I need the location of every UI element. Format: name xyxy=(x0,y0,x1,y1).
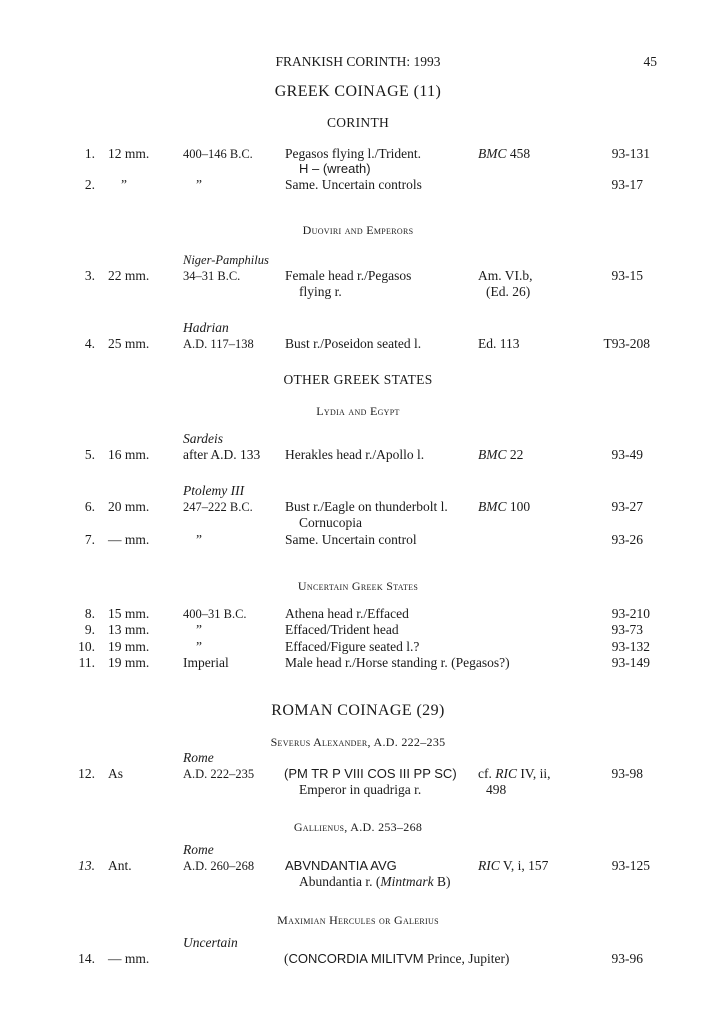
subsection-maximian-galerius: Maximian Hercules or Galerius xyxy=(277,913,439,927)
catalogue-number: 5. xyxy=(84,447,95,462)
subsection-uncertain-greek-states: Uncertain Greek States xyxy=(297,579,419,593)
coin-date: 247–222 B.C. xyxy=(183,500,253,514)
coin-legend: (PM TR P VIII COS III PP SC) xyxy=(284,766,457,781)
inventory-number: 93-49 xyxy=(611,447,643,462)
coin-description: Pegasos flying l./Trident. xyxy=(285,146,422,161)
coin-description-line2: H – (wreath) xyxy=(299,161,371,176)
catalogue-number: 9. xyxy=(84,622,95,637)
coin-date: 400–31 B.C. xyxy=(183,607,247,621)
coin-size: — mm. xyxy=(108,951,150,966)
coin-size: — mm. xyxy=(108,532,150,547)
coin-size: 25 mm. xyxy=(108,336,150,351)
coin-description-line2: flying r. xyxy=(299,284,342,299)
coin-description: Same. Uncertain controls xyxy=(285,177,422,192)
coin-size: ” xyxy=(121,177,127,192)
mint-authority: Rome xyxy=(183,750,214,765)
catalogue-number: 10. xyxy=(78,639,95,654)
reference: BMC 100 xyxy=(478,499,531,514)
catalogue-number: 3. xyxy=(84,268,95,283)
coin-size: 16 mm. xyxy=(108,447,150,462)
coin-description-line2: Cornucopia xyxy=(299,515,362,530)
coin-denomination: As xyxy=(108,766,124,781)
inventory-number: 93-17 xyxy=(611,177,643,192)
subsection-corinth: CORINTH xyxy=(326,115,390,130)
coin-size: 13 mm. xyxy=(108,622,150,637)
catalogue-number: 1. xyxy=(84,146,95,161)
mint-authority: Rome xyxy=(183,842,214,857)
inventory-number: 93-27 xyxy=(611,499,643,514)
coin-description: Male head r./Horse standing r. (Pegasos?) xyxy=(285,655,510,670)
coin-description: Bust r./Poseidon seated l. xyxy=(285,336,422,351)
coin-description: Bust r./Eagle on thunderbolt l. xyxy=(285,499,448,514)
reference-line2: (Ed. 26) xyxy=(486,284,531,299)
coin-description: Herakles head r./Apollo l. xyxy=(285,447,425,462)
coin-date: Imperial xyxy=(183,655,229,670)
coin-description: Athena head r./Effaced xyxy=(285,606,409,621)
mint-authority: Uncertain xyxy=(183,935,238,950)
coin-date: after A.D. 133 xyxy=(183,447,261,462)
catalogue-number: 4. xyxy=(84,336,95,351)
coin-description-line2: Abundantia r. (Mintmark B) xyxy=(299,874,451,889)
inventory-number: 93-73 xyxy=(611,622,643,637)
inventory-number: 93-26 xyxy=(611,532,643,547)
catalogue-number: 13. xyxy=(78,858,95,873)
subsection-duoviri: Duoviri and Emperors xyxy=(302,223,414,237)
coin-description-line2: Emperor in quadriga r. xyxy=(299,782,422,797)
coin-date: ” xyxy=(196,532,202,547)
subsection-lydia-egypt: Lydia and Egypt xyxy=(316,404,400,418)
reference: Ed. 113 xyxy=(478,336,520,351)
coin-date: A.D. 117–138 xyxy=(183,337,254,351)
subsection-severus-alexander: Severus Alexander, A.D. 222–235 xyxy=(270,735,446,749)
coin-date: 34–31 B.C. xyxy=(183,269,241,283)
coin-date: A.D. 222–235 xyxy=(183,767,255,781)
inventory-number: 93-132 xyxy=(611,639,650,654)
catalogue-number: 12. xyxy=(78,766,95,781)
coin-size: 22 mm. xyxy=(108,268,150,283)
page-number: 45 xyxy=(643,54,657,69)
catalogue-number: 2. xyxy=(84,177,95,192)
coin-size: 12 mm. xyxy=(108,146,150,161)
reference: BMC 458 xyxy=(478,146,531,161)
inventory-number: 93-131 xyxy=(611,146,650,161)
inventory-number: 93-15 xyxy=(611,268,643,283)
coin-description: Female head r./Pegasos xyxy=(285,268,412,283)
catalogue-number: 11. xyxy=(78,655,95,670)
catalogue-number: 6. xyxy=(84,499,95,514)
coin-legend: ABVNDANTIA AVG xyxy=(285,858,397,873)
inventory-number: 93-149 xyxy=(611,655,650,670)
section-title-greek: GREEK COINAGE (11) xyxy=(274,83,442,100)
mint-authority: Sardeis xyxy=(183,431,223,446)
reference: cf. RIC IV, ii, xyxy=(478,766,551,781)
subsection-other-greek-states: OTHER GREEK STATES xyxy=(283,372,433,387)
coin-size: 15 mm. xyxy=(108,606,150,621)
inventory-number: 93-98 xyxy=(611,766,643,781)
reference: BMC 22 xyxy=(478,447,524,462)
subsection-gallienus: Gallienus, A.D. 253–268 xyxy=(293,820,423,834)
catalogue-number: 7. xyxy=(84,532,95,547)
reference-line2: 498 xyxy=(486,782,507,797)
inventory-number: 93-210 xyxy=(611,606,650,621)
reference: RIC V, i, 157 xyxy=(478,858,549,873)
inventory-number: 93-125 xyxy=(611,858,650,873)
coin-size: 20 mm. xyxy=(108,499,150,514)
section-title-roman: ROMAN COINAGE (29) xyxy=(271,702,445,719)
mint-authority: Hadrian xyxy=(183,320,229,335)
catalogue-number: 14. xyxy=(78,951,95,966)
coin-denomination: Ant. xyxy=(108,858,132,873)
coin-date: ” xyxy=(196,177,202,192)
coin-description: Effaced/Trident head xyxy=(285,622,399,637)
coin-date: A.D. 260–268 xyxy=(183,859,255,873)
reference: Am. VI.b, xyxy=(478,268,533,283)
inventory-number: 93-96 xyxy=(611,951,643,966)
coin-legend: (CONCORDIA MILITVM Prince, Jupiter) xyxy=(284,951,510,966)
inventory-number: T93-208 xyxy=(603,336,650,351)
coin-size: 19 mm. xyxy=(108,655,150,670)
coin-description: Same. Uncertain control xyxy=(285,532,417,547)
coin-date: ” xyxy=(196,639,202,654)
mint-authority: Niger-Pamphilus xyxy=(183,253,269,267)
coin-description: Effaced/Figure seated l.? xyxy=(285,639,420,654)
coin-date: 400–146 B.C. xyxy=(183,147,253,161)
mint-authority: Ptolemy III xyxy=(183,483,245,498)
coin-date: ” xyxy=(196,622,202,637)
running-title: FRANKISH CORINTH: 1993 xyxy=(275,54,441,69)
catalogue-number: 8. xyxy=(84,606,95,621)
coin-size: 19 mm. xyxy=(108,639,150,654)
